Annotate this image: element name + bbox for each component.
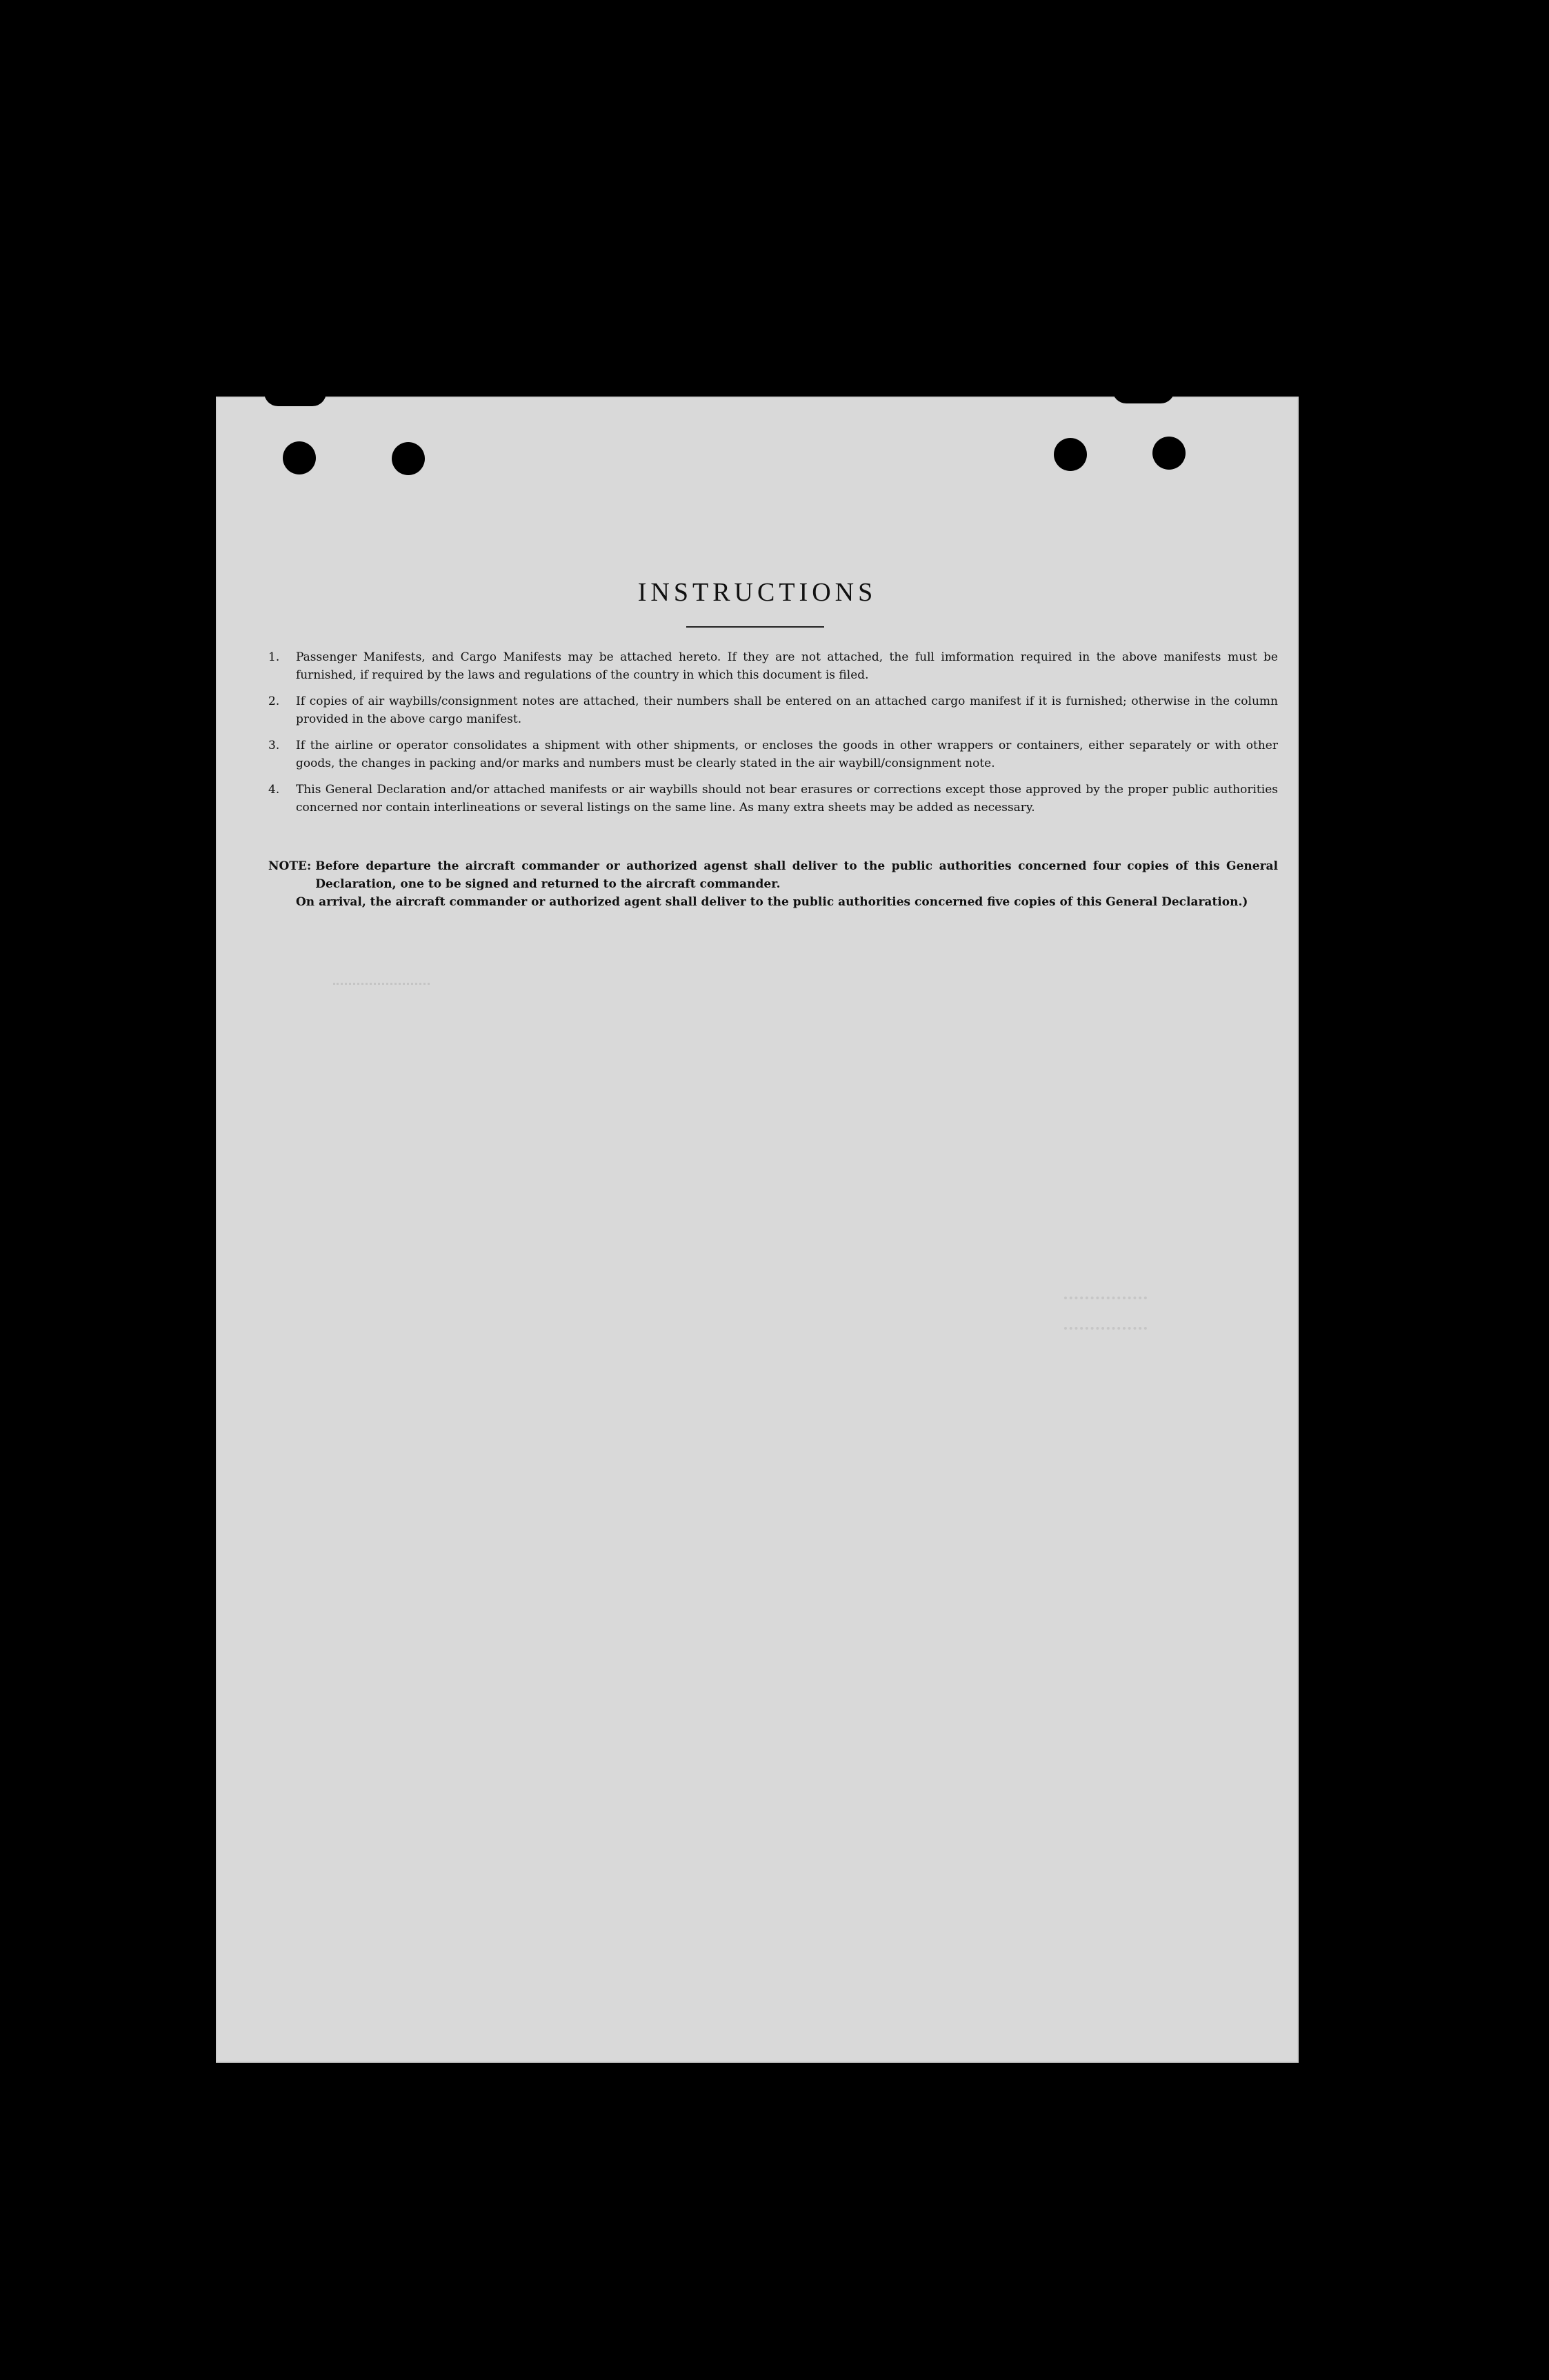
punch-hole: [1054, 438, 1087, 471]
note-departure-row: [268, 857, 1278, 893]
torn-edge-right: [1112, 388, 1175, 403]
instruction-item: [268, 781, 1278, 817]
item-text: Passenger Manifests, and Cargo Manifests may be attached hereto. If they are not attached, the full imformation required in the above manifests must be furnished, if required by the laws and regulations of the country in which this document is filed.: [296, 650, 1278, 682]
punch-hole: [283, 441, 316, 474]
instruction-item: [268, 692, 1278, 728]
bleed-through-mark: [333, 962, 430, 985]
note-block: [268, 857, 1278, 911]
bleed-through-mark: [1064, 1297, 1147, 1330]
item-number: 2.: [268, 694, 280, 708]
item-text: If the airline or operator consolidates a shipment with other shipments, or encloses the goods in other wrappers or containers, either separately or with other goods, the changes in packing and/or marks and numbers must be clearly stated in the air waybill/consignment note.: [296, 739, 1278, 770]
note-arrival-text: On arrival, the aircraft commander or authorized agent shall deliver to the public authorities concerned five copies of this General Declaration.): [296, 895, 1248, 909]
document-page: [216, 397, 1299, 2063]
note-label: NOTE:: [268, 859, 312, 873]
item-text: If copies of air waybills/consignment notes are attached, their numbers shall be entered on an attached cargo manifest if it is furnished; otherwise in the column provided in the above cargo manifest.: [296, 694, 1278, 726]
document-title: INSTRUCTIONS: [637, 578, 877, 607]
instruction-item: [268, 737, 1278, 772]
instruction-item: [268, 648, 1278, 684]
punch-hole: [392, 442, 425, 475]
item-number: 1.: [268, 650, 280, 664]
item-text: This General Declaration and/or attached manifests or air waybills should not bear erasures or corrections except those approved by the proper public authorities concerned nor contain interlineations or several listings on the same line. As many extra sheets may be added as necessary.: [296, 783, 1278, 814]
item-number: 3.: [268, 739, 280, 752]
item-number: 4.: [268, 783, 280, 797]
instruction-list: [268, 648, 1278, 825]
note-departure-text: Before departure the aircraft commander or authorized agenst shall deliver to the public authorities concerned four copies of this General Declaration, one to be signed and returned to the aircraft commander.: [315, 859, 1278, 891]
torn-edge-left: [264, 388, 326, 406]
punch-hole: [1152, 437, 1186, 470]
title-underline: [686, 626, 824, 628]
